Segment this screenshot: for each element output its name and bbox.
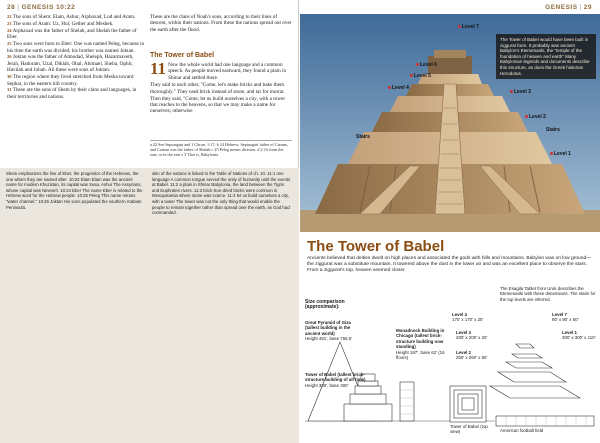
dim-level-3: Level 3 200' x 200' x 20' xyxy=(456,330,488,341)
pyramid-label xyxy=(305,320,365,342)
verse-26: 26 Joktan was the father of Almodad, Sheleph, Hazarmaveth, Jerah, Hadoram, Uzal, Diklah, Obal, Abimael, Sheba, Ophir, Havilah and Jobab. All these were sons of Joktan. xyxy=(7,54,134,74)
topview-label: Tower of Babel (top view) xyxy=(450,424,488,435)
ziggurat-illustration xyxy=(300,14,600,232)
level-7-label: Level 7 xyxy=(458,24,479,30)
size-comparison-diagram xyxy=(300,286,600,443)
right-page-number: 29 xyxy=(583,4,592,11)
right-page xyxy=(300,0,600,443)
chapter-11-verse-1-2: Now the whole world had one language and a common speech. As people moved eastward, they found a plain in Shinar and settled there. xyxy=(168,62,287,81)
level-3-label: Level 3 xyxy=(510,89,531,95)
verse-32: These are the clans of Noah's sons, according to their lines of descent, within their nations. From these the nations spread out over the earth after the flood. xyxy=(150,14,292,33)
verse-22: 22 The sons of Shem: Elam, Ashur, Arphaxad, Lud and Aram. xyxy=(7,14,136,20)
verse-24: 24 Arphaxad was the father of Shelah, and Shelah the father of Eber. xyxy=(7,27,137,41)
verse-column-2 xyxy=(150,14,292,34)
stairs-label-right: Stairs xyxy=(546,127,560,133)
dim-level-1: Level 1 300' x 300' x 110' xyxy=(562,330,596,341)
chapter-11-text xyxy=(150,59,292,115)
section-heading: The Tower of Babel xyxy=(150,52,215,59)
babel-name: Tower of Babel (tallest brick-structure building of all time) xyxy=(305,372,366,383)
level-4-label: Level 4 xyxy=(388,85,409,91)
left-running-head-text: GENESIS 10:22 xyxy=(21,4,76,11)
esagila-note: The Esagila Tablet from Uruk describes the Etemenanki with these dimensions. The stairs for the top levels are inferred. xyxy=(500,286,596,302)
level-5-label: Level 5 xyxy=(410,73,431,79)
verse-4: Then they said, "Come, let us build ourselves a city, with a tower that reaches to the heavens, so that we may make a name for ourselves; otherwise xyxy=(150,95,286,115)
football-field-label: American football field xyxy=(500,428,544,433)
monadnock-name: Monadnock Building in Chicago (tallest brick-structure building now standing) xyxy=(396,328,445,350)
dim-level-2: Level 2 260' x 260' x 60' xyxy=(456,350,488,361)
notes-column-1: Shem emphasizes the line of Eber, the progenitor of the Hebrews, the one whom they are named after. 10:22 Elam Elam was the ancient name for modern Khuzistan, its capital was Susa. Ashur The Assyrians, whose capital was Nineveh. 10:24 Eber The name Eber is related to the Hebrew word for the Hebrew people. 10:25 Peleg This name means "water channel." 10:26 Joktan His sons populated the southern Arabian Peninsula. xyxy=(6,171,143,210)
chapter-number: 11 xyxy=(150,59,167,78)
babel-height: Height 300', base 300' xyxy=(305,382,349,388)
left-page-number: 28 xyxy=(7,4,16,11)
dim-level-7: Level 7 80' x 80' x 50' xyxy=(552,312,579,323)
study-notes xyxy=(0,168,299,443)
verse-31: 31 These are the sons of Shem by their clans and languages, in their territories and nations. xyxy=(7,87,137,100)
right-running-head: GENESIS | 29 xyxy=(545,4,592,11)
monadnock-label xyxy=(396,328,446,360)
left-page xyxy=(0,0,299,443)
verse-30: 30 The region where they lived stretched from Mesha toward Sephar, in the eastern hill country. xyxy=(7,74,134,87)
left-running-head: 28 | GENESIS 10:22 xyxy=(7,4,76,11)
verse-column-1 xyxy=(7,14,145,101)
stairs-label-left: Stairs xyxy=(356,134,370,140)
right-running-head-text: GENESIS xyxy=(545,4,578,11)
level-1-label: Level 1 xyxy=(550,151,571,157)
level-6-label: Level 6 xyxy=(416,62,437,68)
diagram-heading: Size comparison (approximate): xyxy=(305,299,345,311)
tower-title: The Tower of Babel xyxy=(307,238,445,255)
level-2-label: Level 2 xyxy=(525,114,546,120)
dim-level-4: Level 4 170' x 170' x 20' xyxy=(452,312,484,323)
verse-23: 23 The sons of Aram: Uz, Hul, Gether and Meshek. xyxy=(7,20,114,27)
verse-3: They said to each other, "Come, let's make bricks and bake them thoroughly." They used brick instead of stone, and tar for mortar. xyxy=(150,82,285,95)
babel-label xyxy=(305,372,367,388)
monadnock-height: Height 197', base 62' (16 floors) xyxy=(396,349,445,361)
notes-column-2: skin of the nations is linked to the Table of Nations of ch. 10. 11:1 one language A common tongue served the unity of humanity until the events at Babel. 11:2 a plain in Shinar Babylonia, the land between the Tigris and Euphrates rivers. 11:3 brick Sun-dried bricks were common in Mesopotamia where stone was scarce. 11:4 let us build ourselves a city, with a tower The tower was not the only thing that would enable the people to remain together rather than spread over the earth, as God had commanded. xyxy=(152,171,291,216)
illustration-caption: The Tower of Babel would have been built in ziggurat form. It probably was ancient Babylon's Etemenanki, the "temple of the foundation of heaven and earth" Many Babylonian legends and documents describe this structure, as does the Greek historian Herodotus. xyxy=(496,34,596,79)
verse-25: 25 Two sons were born to Eber: One was named Peleg, because in his time the earth was divided; his brother was named Joktan. xyxy=(7,41,145,54)
footnotes: a 22 See Septuagint and 1 Chron. 1:17; b 24 Hebrew; Septuagint father of Cainan, and Cainan was the father of Shelah c 25 Peleg means division. d 2 Or from the east; or in the east e 3 That is, Babylonia xyxy=(150,140,292,158)
tower-description: Ancients believed that deities dwelt on high places and associated the gods with hills and mountains. Babylon was on low ground—the ziggurat was a substitute mountain. It towered above the dust in the lower air and was an excellent place to observe the stars. From a ziggurat's top, heaven seemed closer. xyxy=(307,256,592,274)
pyramid-name: Great Pyramid of Giza (tallest building in the ancient world) xyxy=(305,320,351,336)
pyramid-height: Height 481', base 755.5' xyxy=(305,336,353,342)
